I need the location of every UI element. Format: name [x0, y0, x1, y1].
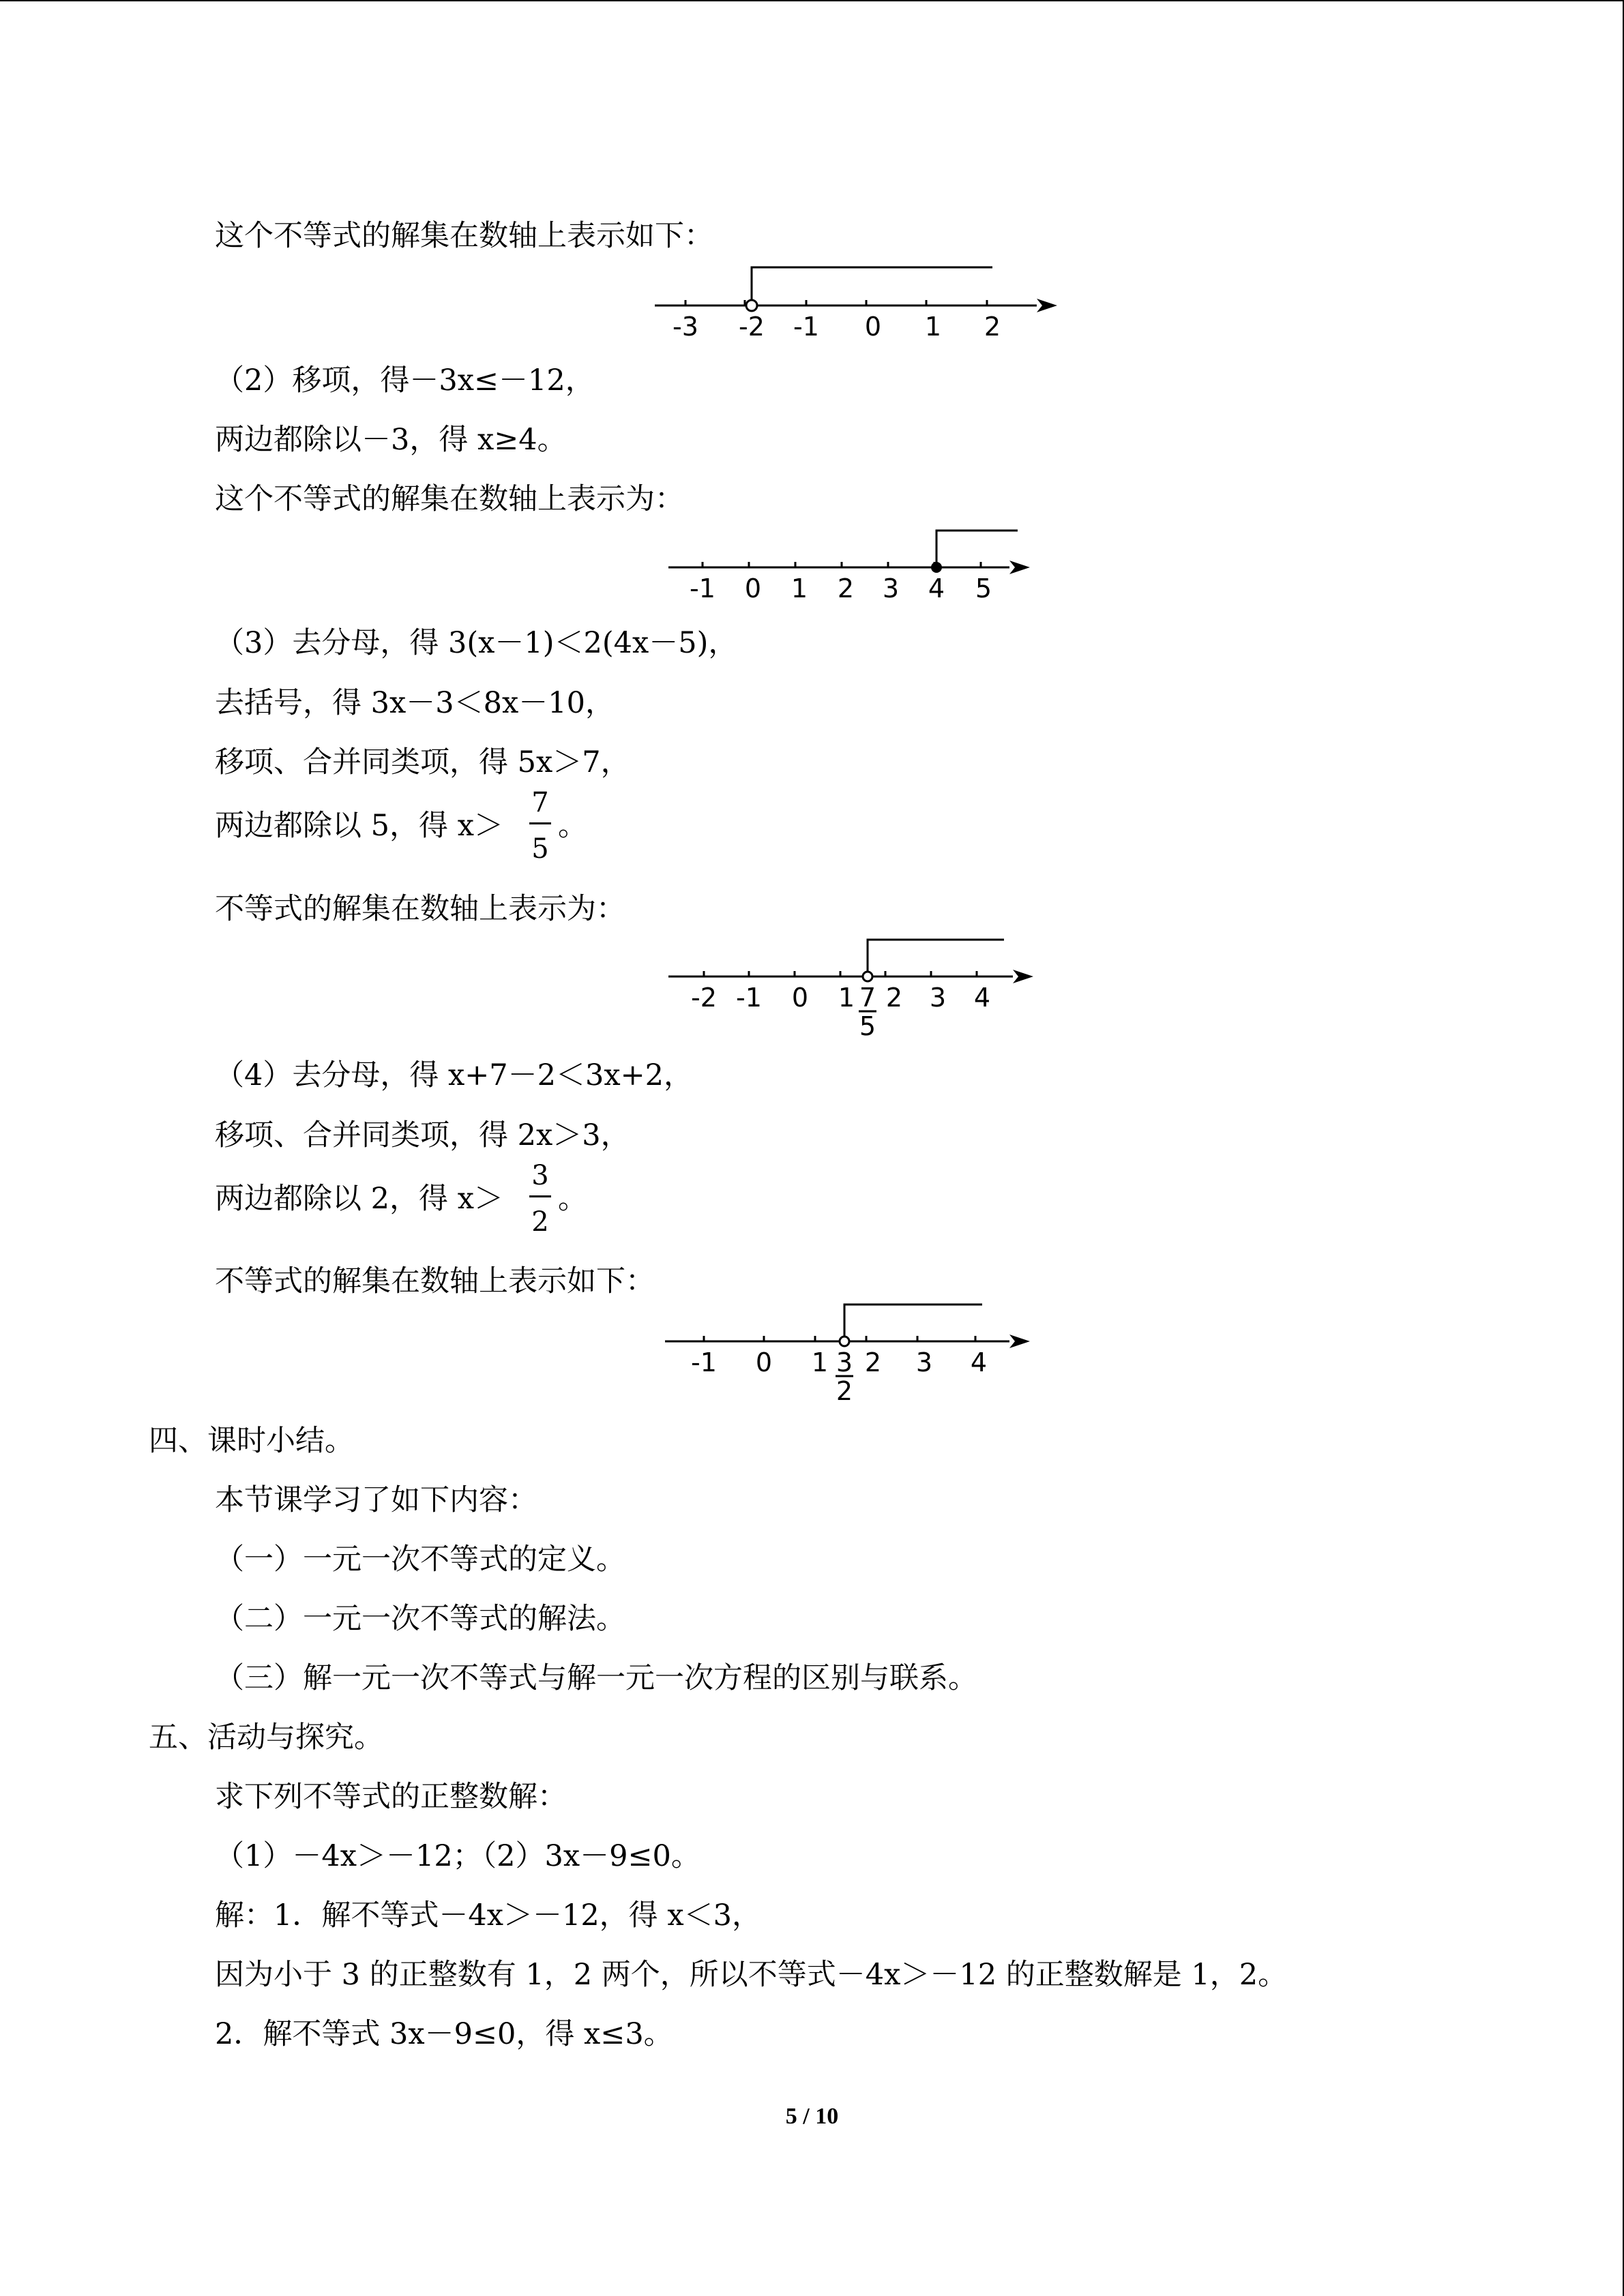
fraction-bar — [529, 822, 551, 824]
text-line: （二）一元一次不等式的解法。 — [215, 1602, 625, 1636]
tick-label: -2 — [691, 983, 717, 1013]
section-heading: 五、活动与探究。 — [149, 1720, 383, 1755]
text-line: 。 — [558, 809, 587, 843]
text-line: （4）去分母，得 x+7－2＜3x+2， — [215, 1058, 694, 1092]
number-line-3 — [665, 934, 1033, 1043]
tick-label: 1 — [838, 983, 855, 1013]
boundary-numerator: 3 — [836, 1347, 853, 1377]
tick-label: 3 — [915, 1347, 933, 1377]
tick-label: 3 — [882, 573, 900, 603]
tick-label: -2 — [739, 312, 765, 342]
tick-label: 3 — [929, 983, 947, 1013]
text-line: 解：1．解不等式－4x＞－12，得 x＜3， — [215, 1898, 761, 1933]
text-line: 不等式的解集在数轴上表示如下： — [215, 1264, 655, 1298]
text-line: 因为小于 3 的正整数有 1，2 两个，所以不等式－4x＞－12 的正整数解是 1，2。 — [215, 1958, 1288, 1992]
tick-label: 0 — [744, 573, 762, 603]
tick-label: 0 — [755, 1347, 773, 1377]
number-line-1 — [648, 259, 1057, 341]
text-line: （2）移项，得－3x≤－12， — [215, 363, 595, 398]
tick-label: -1 — [691, 1347, 717, 1377]
tick-label: 0 — [864, 312, 882, 342]
text-line: 两边都除以－3，得 x≥4。 — [215, 423, 567, 457]
tick-label: -1 — [793, 312, 819, 342]
tick-label: 2 — [885, 983, 903, 1013]
number-line-2 — [662, 525, 1030, 603]
fraction-denominator: 5 — [531, 833, 549, 865]
tick-label: 5 — [975, 573, 992, 603]
tick-label: 1 — [791, 573, 808, 603]
text-line: 这个不等式的解集在数轴上表示为： — [215, 482, 684, 516]
tick-label: -1 — [736, 983, 762, 1013]
tick-label: 0 — [791, 983, 809, 1013]
tick-label: 1 — [924, 312, 942, 342]
fraction-denominator: 2 — [531, 1206, 549, 1238]
text-line: 移项、合并同类项，得 5x＞7， — [215, 745, 630, 779]
text-line: 移项、合并同类项，得 2x＞3， — [215, 1118, 630, 1152]
fraction-numerator: 3 — [531, 1160, 549, 1191]
text-line: 本节课学习了如下内容： — [215, 1483, 537, 1517]
text-line: （一）一元一次不等式的定义。 — [215, 1542, 625, 1577]
page-number: 5 / 10 — [785, 2104, 839, 2129]
fraction-numerator: 7 — [531, 787, 549, 818]
tick-label: 4 — [928, 573, 945, 603]
tick-label: 4 — [970, 1347, 988, 1377]
text-line: 两边都除以 5，得 x＞ — [215, 809, 503, 843]
text-line: 去括号，得 3x－3＜8x－10， — [215, 686, 615, 720]
tick-label: -1 — [690, 573, 715, 603]
fraction-bar — [529, 1195, 551, 1197]
text-line: 不等式的解集在数轴上表示为： — [215, 892, 625, 926]
tick-label: 1 — [811, 1347, 829, 1377]
tick-label: 2 — [984, 312, 1001, 342]
boundary-numerator: 7 — [859, 983, 876, 1013]
text-line: 两边都除以 2，得 x＞ — [215, 1182, 503, 1216]
text-line: 。 — [558, 1182, 587, 1216]
boundary-denominator: 2 — [836, 1376, 853, 1406]
tick-label: -3 — [673, 312, 698, 342]
boundary-denominator: 5 — [859, 1011, 876, 1041]
tick-label: 2 — [864, 1347, 882, 1377]
text-line: 2．解不等式 3x－9≤0，得 x≤3。 — [215, 2017, 673, 2051]
text-line: 这个不等式的解集在数轴上表示如下： — [215, 219, 713, 253]
tick-label: 4 — [973, 983, 991, 1013]
text-line: （1）－4x＞－12；（2）3x－9≤0。 — [215, 1839, 700, 1873]
text-line: （3）去分母，得 3(x－1)＜2(4x－5)， — [215, 626, 738, 660]
text-line: （三）解一元一次不等式与解一元一次方程的区别与联系。 — [215, 1661, 977, 1695]
page-top-border — [0, 0, 1623, 1]
text-line: 求下列不等式的正整数解： — [215, 1780, 567, 1814]
section-heading: 四、课时小结。 — [149, 1424, 354, 1458]
number-line-4 — [662, 1299, 1030, 1408]
tick-label: 2 — [837, 573, 855, 603]
